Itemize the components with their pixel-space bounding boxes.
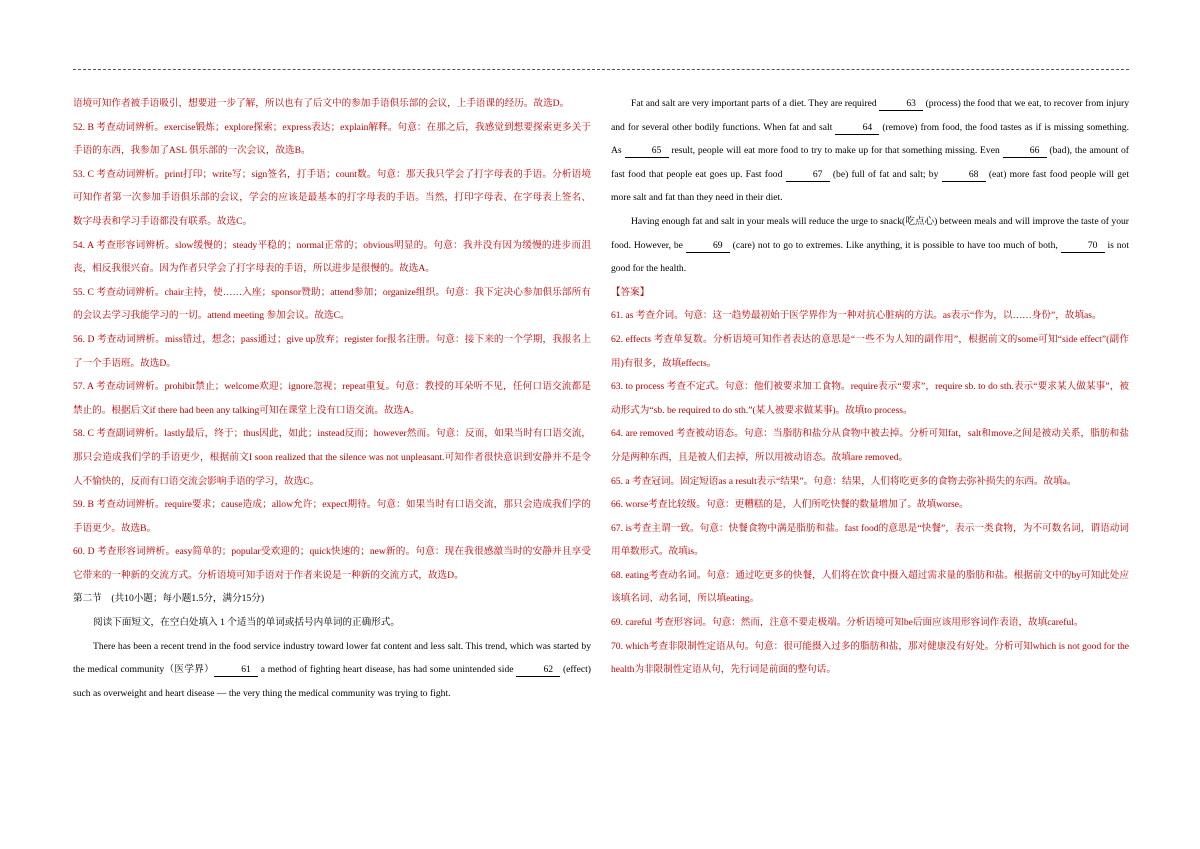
answer-64: 64. are removed 考查被动语态。句意：当脂肪和盐分从食物中被去掉。分析可知fat，salt和move之间是被动关系，脂肪和盐分是两种东西，且是被人们去掉，所以用被动语态。故填are removed。 bbox=[611, 428, 1129, 463]
passage-text: (be) full of fat and salt; by bbox=[832, 168, 939, 180]
blank-67: 67 bbox=[786, 169, 830, 182]
passage-text: (effect) such as overweight and heart disease — the very thing the medical community was trying to fight. bbox=[73, 664, 591, 699]
left-column bbox=[73, 92, 591, 705]
answer-60: 60. D 考查形容词辨析。easy简单的；popular受欢迎的；quick快速的；new新的。句意：现在我很感激当时的安静并且享受它带来的一种新的交流方式。分析语境可知手语对于作者来说是一种新的交流方式，故选D。 bbox=[73, 546, 591, 581]
blank-61: 61 bbox=[214, 664, 258, 677]
passage-text: Fat and salt are very important parts of a diet. They are required bbox=[631, 98, 877, 109]
passage-paragraph-3 bbox=[611, 210, 1129, 281]
blank-65: 65 bbox=[625, 145, 669, 158]
answer-59: 59. B 考查动词辨析。require要求；cause造成；allow允许；expect期待。句意：如果当时有口语交流，那只会造成我们学的手语更少。故选B。 bbox=[73, 499, 591, 534]
passage-text: Having enough fat and salt in your meals will reduce the urge to snack(吃点心) between meals and will improve the taste of your food. However, be bbox=[611, 215, 1129, 251]
blank-63: 63 bbox=[879, 98, 923, 111]
answer-69: 69. careful 考查形容词。句意：然而，注意不要走极端。分析语境可知be后面应该用形容词作表语，故填careful。 bbox=[611, 617, 1084, 629]
blank-70: 70 bbox=[1061, 240, 1105, 253]
blank-62: 62 bbox=[516, 664, 560, 677]
passage-paragraph-2 bbox=[611, 92, 1129, 210]
passage-text: (process) the food that we eat, to recover from injury and for several other bodily functions. When fat and salt bbox=[611, 98, 1129, 133]
passage-text: There has been a recent trend in the food service industry toward lower fat content and less salt. This trend, which was started by the medical community（医学界） bbox=[73, 640, 591, 676]
section-heading: 第二节 (共10小题；每小题1.5分，满分15分) bbox=[73, 593, 265, 605]
right-column bbox=[611, 92, 1129, 682]
blank-66: 66 bbox=[1003, 145, 1047, 158]
answer-52: 52. B 考查动词辨析。exercise锻炼；explore探索；express表达；explain解释。句意：在那之后，我感觉到想要探索更多关于手语的东西，我参加了ASL 俱乐部的一次会议，故选B。 bbox=[73, 121, 591, 157]
header-rule bbox=[73, 69, 1129, 70]
answer-56: 56. D 考查动词辨析。miss错过，想念；pass通过；give up放弃；register for报名注册。句意：接下来的一个学期，我报名上了一个手语班。故选D。 bbox=[73, 333, 591, 369]
passage-text: (bad), the amount of fast food that people eat goes up. Fast food bbox=[611, 145, 1130, 180]
blank-69: 69 bbox=[686, 240, 730, 253]
answer-53: 53. C 考查动词辨析。print打印；write写；sign签名，打手语；count数。句意：那天我只学会了打字母表的手语。分析语境可知作者第一次参加手语俱乐部的会议，学会的应该是最基本的打字母表的手语。当然，打印字母表、在字母表上签名、数字母表和学习手语都没有联系。故选C。 bbox=[73, 168, 591, 227]
answer-70: 70. which考查非限制性定语从句。句意：很可能摄入过多的脂肪和盐，那对健康没有好处。分析可知which is not good for the health为非限制性定语从句，先行词是前面的整句话。 bbox=[611, 640, 1129, 676]
answer-68: 68. eating考查动名词。句意：通过吃更多的快餐，人们将在饮食中摄入超过需求量的脂肪和盐。根据前文中的by可知此处应该填名词、动名词，所以填eating。 bbox=[611, 569, 1129, 605]
answer-63: 63. to process 考查不定式。句意：他们被要求加工食物。require表示“要求”，require sb. to do sth.表示“要求某人做某事”，被动形式为“sb. be required to do sth.”(某人被要求做某事)。故填to process。 bbox=[611, 381, 1129, 416]
passage-text: (care) not to go to extremes. Like anything, it is possible to have too much of both, bbox=[732, 239, 1058, 251]
passage-text: (remove) from food, the food tastes as if is missing something. As bbox=[611, 121, 1130, 157]
blank-64: 64 bbox=[835, 122, 879, 135]
answer-51-tail: 语境可知作者被手语吸引，想要进一步了解，所以也有了后文中的参加手语俱乐部的会议，上手语课的经历。故选D。 bbox=[73, 98, 570, 109]
blank-68: 68 bbox=[942, 169, 986, 182]
passage-text: is not good for the health. bbox=[611, 239, 1129, 275]
answer-57: 57. A 考查动词辨析。prohibit禁止；welcome欢迎；ignore忽视；repeat重复。句意：教授的耳朵听不见，任何口语交流都是禁止的。根据后文if there had been any talking可知在课堂上没有口语交流。故选A。 bbox=[73, 381, 591, 416]
answer-54: 54. A 考查形容词辨析。slow缓慢的；steady平稳的；normal正常的；obvious明显的。句意：我并没有因为缓慢的进步而沮丧，相反我很兴奋。因为作者只学会了打字母表的手语，所以进步是很慢的。故选A。 bbox=[73, 239, 591, 275]
answer-58: 58. C 考查副词辨析。lastly最后，终于；thus因此，如此；instead反而；however然而。句意：反而，如果当时有口语交流，那只会造成我们学的手语更少，根据前文I soon realized that the silence was not unpleasant.可知作者很快意识到安静并不是令人不愉快的，反而有口语交流会影响手语的学习，故选C。 bbox=[73, 428, 591, 487]
answer-55: 55. C 考查动词辨析。chair主持，使……入座；sponsor赞助；attend参加；organize组织。句意：我下定决心参加俱乐部所有的会议去学习我能学习的一切。attend meeting 参加会议。故选C。 bbox=[73, 286, 591, 322]
answer-66: 66. worse考查比较级。句意：更糟糕的是，人们所吃快餐的数量增加了。故填worse。 bbox=[611, 499, 969, 511]
passage-text: (eat) more fast food people will get more salt and fat than they need in their diet. bbox=[611, 168, 1130, 204]
answer-61: 61. as 考查介词。句意：这一趋势最初始于医学界作为一种对抗心脏病的方法。as表示“作为，以……身份”，故填as。 bbox=[611, 310, 1102, 322]
answer-tag: 【答案】 bbox=[611, 286, 650, 298]
passage-paragraph-1 bbox=[73, 635, 591, 706]
instruction: 阅读下面短文，在空白处填入 1 个适当的单词或括号内单词的正确形式。 bbox=[93, 617, 400, 629]
answer-67: 67. is考查主谓一致。句意：快餐食物中满是脂肪和盐。fast food的意思是“快餐”，表示一类食物，为不可数名词，谓语动词用单数形式。故填is。 bbox=[611, 522, 1129, 558]
answer-62: 62. effects 考查单复数。分析语境可知作者表达的意思是“一些不为人知的副作用”，根据前文的some可知“side effect”(副作用)有很多，故填effects。 bbox=[611, 333, 1129, 369]
passage-text: result, people will eat more food to try to make up for that something missing. Even bbox=[671, 145, 1000, 157]
passage-text: a method of fighting heart disease, has had some unintended side bbox=[260, 664, 514, 676]
answer-65: 65. a 考查冠词。固定短语as a result表示“结果”。句意：结果，人们将吃更多的食物去弥补损失的东西。故填a。 bbox=[611, 475, 1077, 487]
